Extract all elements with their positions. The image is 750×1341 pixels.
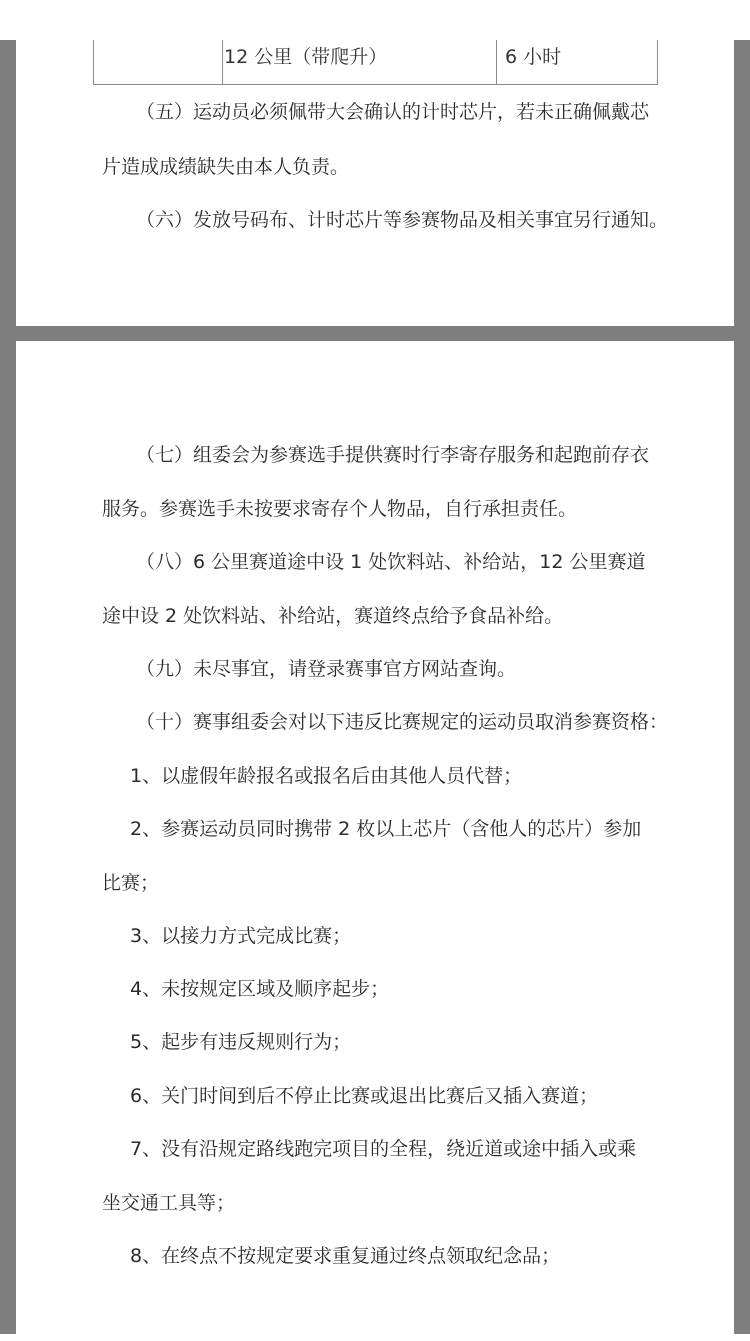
list-item-6: 6、关门时间到后不停止比赛或退出比赛后又插入赛道； <box>130 1085 599 1107</box>
list-item-7-line-1: 7、没有沿规定路线跑完项目的全程，绕近道或途中插入或乘 <box>130 1138 637 1160</box>
document-page-1 <box>16 0 734 326</box>
table-column-divider <box>222 40 223 84</box>
list-item-4: 4、未按规定区域及顺序起步； <box>130 978 390 1000</box>
paragraph-7-line-2: 服务。参赛选手未按要求寄存个人物品，自行承担责任。 <box>102 498 578 520</box>
paragraph-5-line-1: （五）运动员必须佩带大会确认的计时芯片，若未正确佩戴芯 <box>136 101 650 123</box>
list-item-8: 8、在终点不按规定要求重复通过终点领取纪念品； <box>130 1245 561 1267</box>
table-cell-time-limit: 6 小时 <box>505 46 562 68</box>
paragraph-5-line-2: 片造成成绩缺失由本人负责。 <box>102 156 350 178</box>
table-border-left <box>93 40 94 84</box>
table-column-divider <box>496 40 497 84</box>
paragraph-6-line-1: （六）发放号码布、计时芯片等参赛物品及相关事宜另行通知。 <box>136 209 669 231</box>
paragraph-7-line-1: （七）组委会为参赛选手提供赛时行李寄存服务和起跑前存衣 <box>136 444 650 466</box>
list-item-2-line-2: 比赛； <box>102 872 160 894</box>
table-border-right <box>657 40 658 84</box>
paragraph-10-line-1: （十）赛事组委会对以下违反比赛规定的运动员取消参赛资格： <box>136 711 669 733</box>
course-table <box>93 40 658 84</box>
list-item-3: 3、以接力方式完成比赛； <box>130 925 352 947</box>
list-item-1: 1、以虚假年龄报名或报名后由其他人员代替； <box>130 765 523 787</box>
list-item-7-line-2: 坐交通工具等； <box>102 1192 236 1214</box>
list-item-5: 5、起步有违反规则行为； <box>130 1031 352 1053</box>
paragraph-8-line-2: 途中设 2 处饮料站、补给站，赛道终点给予食品补给。 <box>102 605 564 627</box>
paragraph-9-line-1: （九）未尽事宜，请登录赛事官方网站查询。 <box>136 658 517 680</box>
table-border-bottom <box>93 84 658 85</box>
list-item-2-line-1: 2、参赛运动员同时携带 2 枚以上芯片（含他人的芯片）参加 <box>130 818 642 840</box>
paragraph-8-line-1: （八）6 公里赛道途中设 1 处饮料站、补给站，12 公里赛道 <box>136 551 646 573</box>
document-page-2 <box>16 341 734 1341</box>
table-cell-distance: 12 公里（带爬升） <box>224 46 388 68</box>
